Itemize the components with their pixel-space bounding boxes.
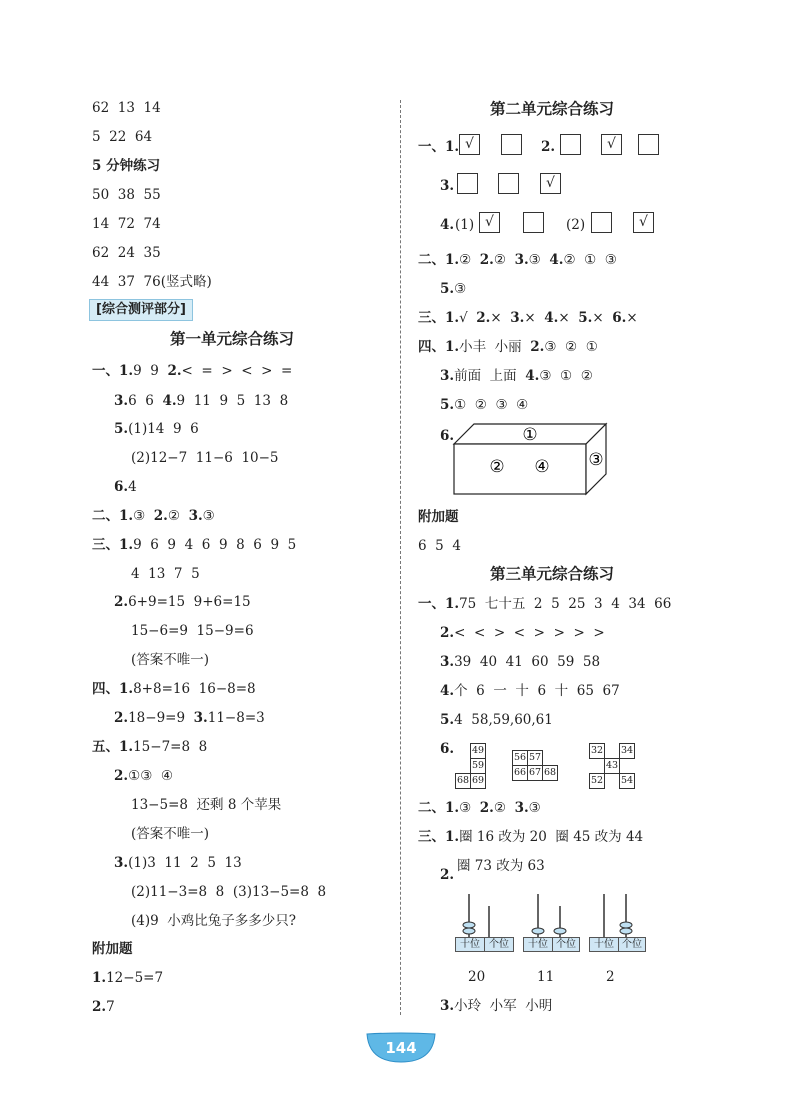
question-number: 2.: [440, 625, 455, 641]
answer-line: [114, 767, 173, 785]
question-number: 二、1.: [418, 800, 460, 816]
question-number: 3.: [440, 654, 455, 670]
abacus-tens-label: 十位: [589, 937, 619, 952]
checkbox-empty: [560, 134, 581, 155]
question-number: 3.: [188, 508, 203, 524]
answer-line: [440, 653, 600, 671]
cuboid-figure: [450, 420, 615, 500]
answer-text: 圈 73 改为 63: [457, 858, 545, 874]
grid-cell: 43: [604, 758, 620, 774]
grid-cell: 66: [512, 765, 528, 781]
checkbox-checked: √: [459, 134, 480, 155]
checkbox-checked: √: [633, 212, 654, 233]
answer-text: ②: [167, 508, 189, 524]
question-number: 4.: [162, 393, 177, 409]
question-number: 5.: [440, 712, 455, 728]
answer-text: 11−8=3: [207, 710, 265, 726]
checkbox-checked: √: [479, 212, 500, 233]
checkbox-empty: [523, 212, 544, 233]
question-number: 4.: [440, 683, 455, 699]
answer-line: [440, 682, 620, 700]
answer-text: 15−7=8 8: [133, 739, 208, 755]
question-number: 2.: [114, 710, 129, 726]
question-number: 一、1.: [418, 596, 460, 612]
question-number: 四、1.: [418, 339, 460, 355]
question-number: 三、1.: [418, 310, 460, 326]
answer-text: 8+8=16 16−8=8: [133, 681, 256, 697]
answer-text: 13−5=8 还剩 8 个苹果: [131, 797, 282, 813]
answer-text: ③ ② ①: [544, 339, 598, 355]
answer-text: ③: [459, 800, 480, 816]
answer-line: [92, 998, 115, 1016]
answer-line: [131, 912, 296, 930]
checkbox-empty: [638, 134, 659, 155]
answer-text: 小玲 小军 小明: [454, 998, 553, 1014]
answer-line: [92, 680, 256, 698]
answer-line: [418, 828, 643, 846]
section-tag: [综合测评部分]: [89, 299, 193, 321]
answer-text: 18−9=9: [128, 710, 194, 726]
answer-text: ×: [524, 310, 545, 326]
answer-text: 小丰 小丽: [459, 339, 531, 355]
answer-line: [92, 507, 215, 525]
answer-text: √: [459, 310, 477, 326]
answer-text: ×: [592, 310, 613, 326]
answer-line: [131, 651, 209, 669]
answer-line: [418, 309, 638, 327]
answer-text: 9 9: [133, 363, 168, 379]
grid-cell: 68: [455, 773, 471, 789]
answer-text: (1)14 9 6: [128, 421, 199, 437]
answer-line: [131, 449, 279, 467]
answer-line: [440, 997, 552, 1015]
grid-cell: 59: [470, 758, 486, 774]
question-number: 2.: [114, 594, 129, 610]
answer-line: [131, 825, 209, 843]
answer-line: 62 13 14: [92, 100, 161, 116]
abacus-tens-label: 十位: [523, 937, 553, 952]
grid-cell: 54: [619, 773, 635, 789]
checkbox-empty: [501, 134, 522, 155]
answer-line: [440, 624, 605, 642]
question-label: 2.: [541, 139, 556, 155]
face-front-right-label: ④: [534, 457, 550, 477]
answer-line: [114, 854, 242, 872]
answer-line: [131, 883, 326, 901]
face-side-label: ③: [588, 450, 604, 470]
answer-line: [92, 738, 207, 756]
answer-text: < < > < > > > >: [454, 625, 605, 641]
answer-line: 5 22 64: [92, 129, 153, 145]
question-label: 6.: [440, 741, 455, 757]
question-number: 三、1.: [92, 537, 134, 553]
answer-line: [131, 622, 254, 640]
answer-text: 4 58,59,60,61: [454, 712, 553, 728]
answer-text: (答案不唯一): [131, 652, 210, 668]
question-number: 2.: [479, 800, 494, 816]
question-number: 3.: [514, 800, 529, 816]
answer-text: 6+9=15 9+6=15: [128, 594, 251, 610]
answer-line: [92, 362, 292, 380]
answer-line: [440, 396, 528, 414]
question-number: 2.: [153, 508, 168, 524]
face-front-left-label: ②: [489, 457, 505, 477]
answer-line: 14 72 74: [92, 216, 161, 232]
question-number: 3.: [514, 252, 529, 268]
page-number: 144: [385, 1039, 417, 1057]
question-number: 5.: [440, 397, 455, 413]
question-number: 二、1.: [418, 252, 460, 268]
answer-text: ×: [626, 310, 638, 326]
answer-text: ③: [133, 508, 154, 524]
answer-line: 6 5 4: [418, 538, 461, 554]
question-number: 5.: [578, 310, 593, 326]
question-label: 3.: [440, 178, 455, 194]
answer-text: ①③ ④: [128, 768, 173, 784]
answer-text: (答案不唯一): [131, 826, 210, 842]
answer-text: 个 6 一 十 6 十 65 67: [454, 683, 620, 699]
grid-cell: 68: [542, 765, 558, 781]
answer-text: (4)9 小鸡比兔子多多少只?: [131, 913, 297, 929]
part-label: (1): [455, 217, 475, 233]
question-number: 二、1.: [92, 508, 134, 524]
question-number: 6.: [114, 479, 129, 495]
answer-text: ③: [528, 800, 541, 816]
answer-text: (1)3 11 2 5 13: [128, 855, 242, 871]
abacus-value: 20: [468, 969, 486, 985]
question-number: 2.: [114, 768, 129, 784]
answer-text: 39 40 41 60 59 58: [454, 654, 601, 670]
abacus-tens-label: 十位: [455, 937, 485, 952]
answer-text: 4 13 7 5: [131, 566, 200, 582]
answer-text: ×: [558, 310, 579, 326]
grid-cell: 52: [589, 773, 605, 789]
answer-text: 15−6=9 15−9=6: [131, 623, 254, 639]
question-number: 1.: [92, 970, 107, 986]
abacus-value: 11: [537, 969, 555, 985]
question-number: 4.: [549, 252, 564, 268]
question-label: 4.: [440, 217, 455, 233]
checkbox-checked: √: [601, 134, 622, 155]
answer-text: 9 6 9 4 6 9 8 6 9 5: [133, 537, 297, 553]
question-label: 6.: [440, 428, 455, 444]
answer-line: 62 24 35: [92, 245, 161, 261]
answer-line: [440, 367, 593, 385]
question-number: 3.: [114, 393, 129, 409]
question-number: 5.: [114, 421, 129, 437]
answer-text: 圈 16 改为 20 圈 45 改为 44: [459, 829, 644, 845]
question-label: 一、1.: [418, 139, 460, 155]
unit3-title: 第三单元综合练习: [490, 565, 615, 583]
question-number: 3.: [193, 710, 208, 726]
answer-line: 44 37 76(竖式略): [92, 274, 212, 290]
question-number: 3.: [440, 998, 455, 1014]
grid-cell: 49: [470, 743, 486, 759]
checkbox-empty: [591, 212, 612, 233]
answer-line: [418, 338, 598, 356]
abacus-ones-label: 个位: [484, 937, 514, 952]
question-number: 6.: [612, 310, 627, 326]
checkbox-empty: [498, 173, 519, 194]
question-number: 一、1.: [92, 363, 134, 379]
unit1-title: 第一单元综合练习: [170, 330, 295, 348]
question-label: 2.: [440, 867, 455, 883]
answer-text: ② ① ③: [563, 252, 617, 268]
section-heading: 5 分钟练习: [92, 158, 161, 174]
answer-line: [92, 536, 296, 554]
answer-line: [114, 420, 199, 438]
answer-line: 50 38 55: [92, 187, 161, 203]
grid-cell: 32: [589, 743, 605, 759]
answer-line: [418, 595, 671, 613]
answer-text: 9 11 9 5 13 8: [176, 393, 289, 409]
answer-text: ②: [459, 252, 480, 268]
answer-text: 前面 上面: [454, 368, 526, 384]
question-number: 2.: [479, 252, 494, 268]
checkbox-checked: √: [540, 173, 561, 194]
grid-cell: 56: [512, 750, 528, 766]
face-top-label: ①: [522, 425, 538, 445]
answer-text: 4: [128, 479, 137, 495]
question-number: 四、1.: [92, 681, 134, 697]
answer-text: 12−5=7: [106, 970, 164, 986]
answer-text: ③ ① ②: [539, 368, 593, 384]
answer-line: [114, 478, 137, 496]
answer-line: [131, 565, 200, 583]
answer-text: ① ② ③ ④: [454, 397, 529, 413]
answer-text: 75 七十五 2 5 25 3 4 34 66: [459, 596, 672, 612]
answer-text: (2)12−7 11−6 10−5: [131, 450, 279, 466]
grid-cell: 57: [527, 750, 543, 766]
question-number: 三、1.: [418, 829, 460, 845]
answer-line: [114, 709, 265, 727]
answer-line: [440, 711, 553, 729]
abacus-ones-label: 个位: [618, 937, 646, 952]
answer-text: ③: [202, 508, 215, 524]
answer-line: [457, 857, 545, 875]
column-divider: [400, 100, 401, 1015]
question-number: 2.: [530, 339, 545, 355]
question-number: 3.: [440, 368, 455, 384]
part-label: (2): [566, 217, 586, 233]
question-number: 2.: [476, 310, 491, 326]
question-number: 2.: [92, 999, 107, 1015]
answer-text: ②: [493, 252, 515, 268]
question-number: 4.: [544, 310, 559, 326]
unit2-title: 第二单元综合练习: [490, 100, 615, 118]
question-number: 5.: [440, 281, 455, 297]
page-number-badge: [365, 1030, 437, 1064]
checkbox-empty: [457, 173, 478, 194]
question-number: 3.: [510, 310, 525, 326]
grid-cell: 34: [619, 743, 635, 759]
grid-cell: 69: [470, 773, 486, 789]
abacus-value: 2: [606, 969, 615, 985]
question-number: 2.: [167, 363, 182, 379]
answer-text: ③: [454, 281, 467, 297]
answer-text: ×: [490, 310, 511, 326]
answer-line: [440, 280, 466, 298]
answer-line: [114, 593, 251, 611]
answer-line: [92, 969, 163, 987]
grid-cell: 67: [527, 765, 543, 781]
answer-line: [131, 796, 281, 814]
answer-text: ②: [493, 800, 515, 816]
question-number: 4.: [525, 368, 540, 384]
answer-line: [114, 392, 288, 410]
extra-heading: 附加题: [418, 509, 459, 525]
answer-text: (2)11−3=8 8 (3)13−5=8 8: [131, 884, 327, 900]
abacus-ones-label: 个位: [552, 937, 580, 952]
answer-text: 6 6: [128, 393, 163, 409]
answer-line: [418, 799, 541, 817]
extra-heading: 附加题: [92, 941, 133, 957]
answer-line: [418, 251, 617, 269]
question-number: 五、1.: [92, 739, 134, 755]
question-number: 3.: [114, 855, 129, 871]
answer-text: < = > < > =: [181, 363, 293, 379]
answer-text: ③: [528, 252, 550, 268]
answer-text: 7: [106, 999, 115, 1015]
